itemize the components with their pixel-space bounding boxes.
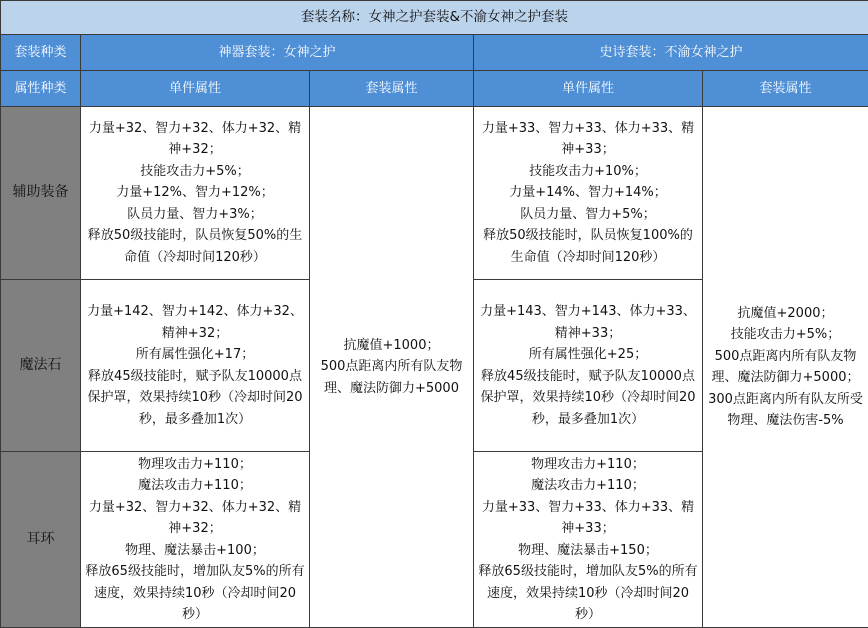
attr-line: 释放45级技能时，赋予队友10000点保护罩，效果持续10秒（冷却时间20秒，最多叠加1次） [478,366,698,431]
attr-line: 释放50级技能时，队员恢复100%的生命值（冷却时间120秒） [478,225,698,268]
set-a-magic-stone-attrs [81,280,310,452]
table-title: 套装名称：女神之护套装&不渝女神之护套装 [1,1,868,35]
attr-line: 技能攻击力+10%； [478,161,698,183]
attr-line: 队员力量、智力+3%； [85,204,305,226]
set-b-name: 史诗套装：不渝女神之护 [474,35,868,71]
set-b-suit-attrs [703,107,868,628]
attr-line: 物理攻击力+110； [85,454,305,476]
attr-line: 力量+142、智力+142、体力+32、精神+32； [85,301,305,344]
attr-line: 500点距离内所有队友物理、魔法防御力+5000 [314,356,469,399]
attr-line: 物理、魔法暴击+150； [478,540,698,562]
attr-line: 力量+32、智力+32、体力+32、精神+32； [85,497,305,540]
attr-line: 所有属性强化+17； [85,344,305,366]
attr-line: 力量+32、智力+32、体力+32、精神+32； [85,118,305,161]
set-b-single-header: 单件属性 [474,71,703,107]
attr-line: 魔法攻击力+110； [85,475,305,497]
attr-line: 力量+33、智力+33、体力+33、精神+33； [478,497,698,540]
set-b-suit-header: 套装属性 [703,71,868,107]
attr-line: 队员力量、智力+5%； [478,204,698,226]
set-a-suit-attrs [310,107,474,628]
attr-line: 力量+143、智力+143、体力+33、精神+33； [478,301,698,344]
set-a-single-header: 单件属性 [81,71,310,107]
attr-line: 技能攻击力+5%； [707,324,864,346]
set-b-auxiliary-attrs [474,107,703,280]
set-a-name: 神器套装：女神之护 [81,35,474,71]
attr-line: 物理攻击力+110； [478,454,698,476]
attr-line: 物理、魔法暴击+100； [85,540,305,562]
set-a-suit-header: 套装属性 [310,71,474,107]
row-name-auxiliary: 辅助装备 [1,107,81,280]
attr-line: 力量+14%、智力+14%； [478,182,698,204]
attr-line: 力量+12%、智力+12%； [85,182,305,204]
table-row [1,107,868,280]
set-b-magic-stone-attrs [474,280,703,452]
attr-line: 所有属性强化+25； [478,344,698,366]
set-type-label: 套装种类 [1,35,81,71]
attr-type-label: 属性种类 [1,71,81,107]
attr-line: 抗魔值+1000； [314,335,469,357]
attr-line: 力量+33、智力+33、体力+33、精神+33； [478,118,698,161]
set-a-earring-attrs [81,452,310,628]
attr-line: 释放50级技能时，队员恢复50%的生命值（冷却时间120秒） [85,225,305,268]
attr-line: 抗魔值+2000； [707,303,864,325]
attr-line: 魔法攻击力+110； [478,475,698,497]
attr-line: 技能攻击力+5%； [85,161,305,183]
set-b-earring-attrs [474,452,703,628]
attr-line: 300点距离内所有队友所受物理、魔法伤害-5% [707,389,864,432]
attr-line: 释放45级技能时，赋予队友10000点保护罩，效果持续10秒（冷却时间20秒，最多叠加1次） [85,366,305,431]
row-name-magic-stone: 魔法石 [1,280,81,452]
attr-line: 释放65级技能时，增加队友5%的所有速度，效果持续10秒（冷却时间20秒） [478,561,698,626]
attr-line: 500点距离内所有队友物理、魔法防御力+5000； [707,346,864,389]
row-name-earring: 耳环 [1,452,81,628]
attr-line: 释放65级技能时，增加队友5%的所有速度，效果持续10秒（冷却时间20秒） [85,561,305,626]
set-a-auxiliary-attrs [81,107,310,280]
